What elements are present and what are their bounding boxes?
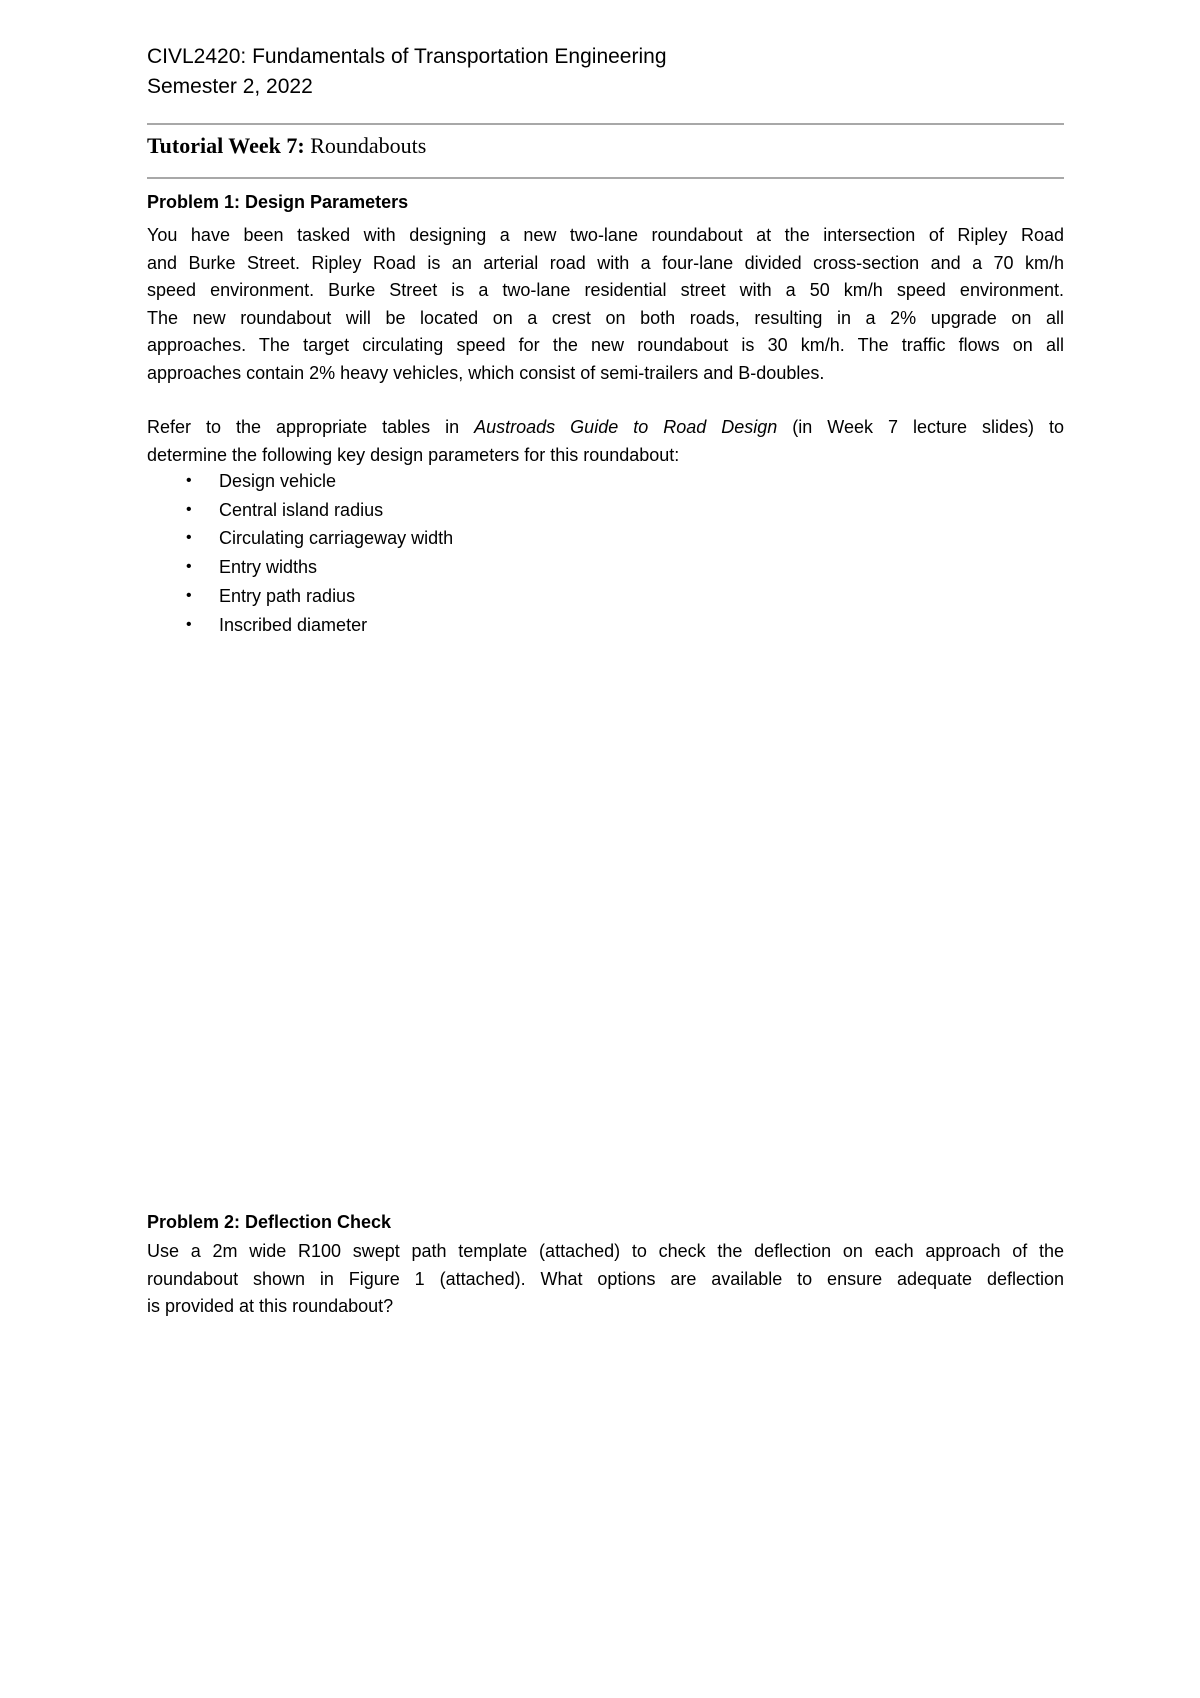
instruction-suffix: (in Week 7 lecture slides) to: [777, 417, 1065, 437]
paragraph-line: approaches contain 2% heavy vehicles, which consist of semi-trailers and B-doubles.: [147, 362, 825, 383]
bullet-icon: •: [186, 472, 192, 489]
list-item: [147, 467, 453, 496]
semester-label: Semester 2, 2022: [147, 75, 313, 98]
reference-title: Austroads Guide to Road Design: [474, 417, 778, 437]
list-item: [147, 582, 453, 611]
bullet-icon: •: [186, 500, 192, 518]
tutorial-heading: [147, 131, 426, 161]
list-item-text: Central island radius: [219, 499, 384, 520]
instruction-line-1: [147, 414, 1064, 442]
paragraph-line: is provided at this roundabout?: [147, 1296, 394, 1316]
list-item: [147, 611, 453, 640]
list-item: [147, 496, 453, 525]
paragraph-line: You have been tasked with designing a new two-lane roundabout at the intersection of Ripley Road: [147, 225, 1064, 245]
bullet-icon: •: [186, 615, 192, 633]
design-parameter-list: [147, 467, 453, 639]
paragraph-line: approaches. The target circulating speed for the new roundabout is 30 km/h. The traffic flows on all: [147, 335, 1064, 355]
heading-divider: [147, 177, 1064, 179]
bullet-icon: •: [186, 529, 192, 547]
list-item-text: Design vehicle: [219, 471, 337, 491]
list-item-text: Entry widths: [219, 557, 318, 578]
paragraph-line: roundabout shown in Figure 1 (attached). What options are available to ensure adequate deflection: [147, 1268, 1064, 1289]
problem-1-title: Problem 1: Design Parameters: [147, 192, 409, 212]
problem-1-description: [147, 222, 1064, 387]
problem-2-title: Problem 2: Deflection Check: [147, 1212, 392, 1232]
bullet-icon: •: [186, 586, 192, 604]
list-item-text: Inscribed diameter: [219, 614, 368, 635]
course-title: CIVL2420: Fundamentals of Transportation Engineering: [147, 45, 667, 68]
list-item: [147, 524, 453, 553]
tutorial-label: Tutorial Week 7:: [147, 133, 305, 158]
list-item: [147, 553, 453, 582]
bullet-icon: •: [186, 558, 192, 576]
list-item-text: Circulating carriageway width: [219, 528, 454, 549]
instruction-line-2: determine the following key design parameters for this roundabout:: [147, 444, 680, 465]
top-divider: [147, 123, 1064, 125]
paragraph-line: and Burke Street. Ripley Road is an arterial road with a four-lane divided cross-section and a 70 km/h: [147, 252, 1064, 273]
paragraph-line: Use a 2m wide R100 swept path template (attached) to check the deflection on each approach of the: [147, 1241, 1064, 1261]
paragraph-line: The new roundabout will be located on a crest on both roads, resulting in a 2% upgrade on all: [147, 307, 1064, 328]
paragraph-line: speed environment. Burke Street is a two-lane residential street with a 50 km/h speed environment.: [147, 280, 1064, 300]
problem-1-instruction: [147, 414, 1064, 469]
instruction-prefix: Refer to the appropriate tables in: [147, 417, 475, 437]
tutorial-topic: Roundabouts: [310, 133, 427, 158]
list-item-text: Entry path radius: [219, 585, 356, 606]
problem-2-description: [147, 1238, 1064, 1321]
